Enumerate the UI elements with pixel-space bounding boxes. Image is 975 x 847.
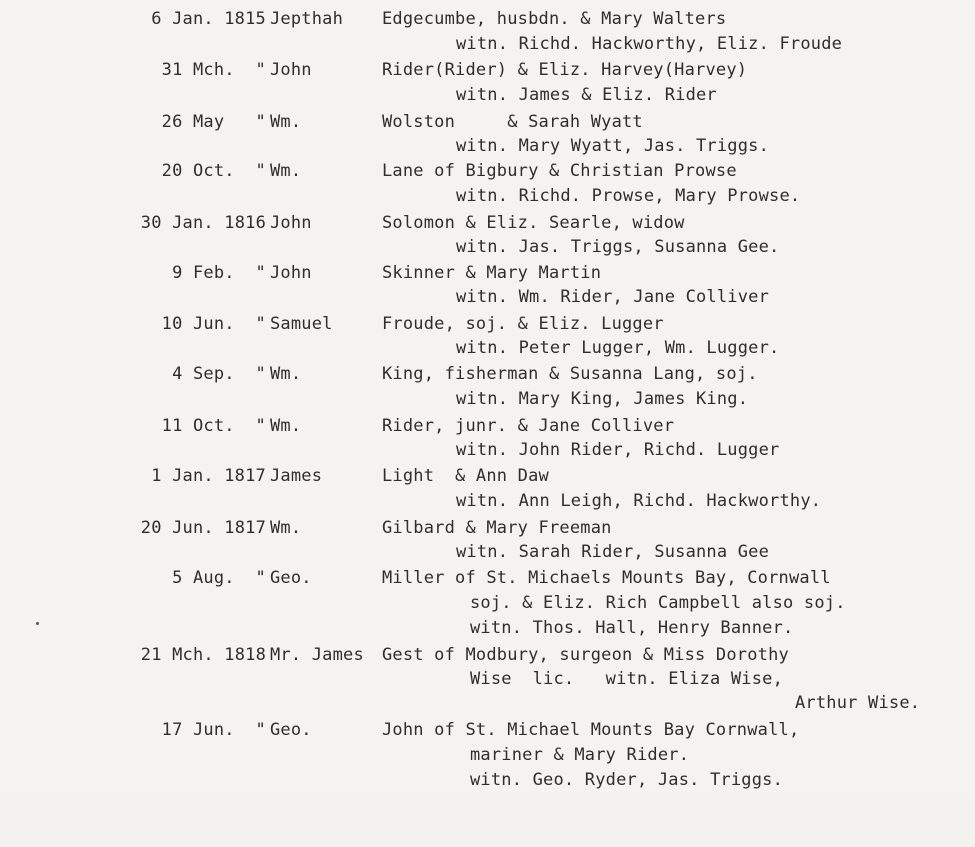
- witness-line: witn. Peter Lugger, Wm. Lugger.: [456, 338, 780, 358]
- entry-line: [0, 260, 975, 286]
- entry-continuation: [0, 31, 975, 57]
- entry-date: 21 Mch. 1818: [140, 645, 266, 665]
- witness-line: witn. Mary Wyatt, Jas. Triggs.: [456, 136, 770, 156]
- entry-continuation: [0, 82, 975, 108]
- entry-date: 6 Jan. 1815: [151, 9, 266, 29]
- entry-date: 4 Sep. ": [172, 364, 266, 384]
- entry-details: Rider(Rider) & Eliz. Harvey(Harvey): [382, 60, 748, 80]
- entry-date: 17 Jun. ": [161, 720, 266, 740]
- entry-details: Lane of Bigbury & Christian Prowse: [382, 161, 737, 181]
- entry-continuation: [0, 767, 975, 793]
- witness-line: witn. Mary King, James King.: [456, 389, 749, 409]
- entry-first-name: Wm.: [270, 364, 302, 384]
- continuation-line: soj. & Eliz. Rich Campbell also soj.: [470, 593, 846, 613]
- entry-continuation: [0, 666, 975, 692]
- entry-continuation: [0, 488, 975, 514]
- entry-line: [0, 565, 975, 591]
- entry-line: [0, 311, 975, 337]
- entry-first-name: John: [270, 60, 312, 80]
- witness-line: witn. Geo. Ryder, Jas. Triggs.: [470, 770, 784, 790]
- entry-details: John of St. Michael Mounts Bay Cornwall,: [382, 720, 800, 740]
- entry-details: Miller of St. Michaels Mounts Bay, Cornwall: [382, 568, 831, 588]
- entry-date: 30 Jan. 1816: [140, 213, 266, 233]
- entry-continuation: [0, 133, 975, 159]
- entry-line: [0, 642, 975, 668]
- witness-line: witn. James & Eliz. Rider: [456, 85, 717, 105]
- entry-continuation: [0, 539, 975, 565]
- continuation-line: Wise lic. witn. Eliza Wise,: [470, 669, 784, 689]
- witness-line: witn. Ann Leigh, Richd. Hackworthy.: [456, 491, 822, 511]
- entry-continuation: [0, 437, 975, 463]
- entry-date: 11 Oct. ": [161, 416, 266, 436]
- entry-continuation: [0, 742, 975, 768]
- entry-continuation: [0, 335, 975, 361]
- entry-line: [0, 717, 975, 743]
- entry-continuation: [0, 234, 975, 260]
- entry-line: [0, 361, 975, 387]
- entry-first-name: Wm.: [270, 161, 302, 181]
- witness-line: witn. Wm. Rider, Jane Colliver: [456, 287, 770, 307]
- entry-date: 1 Jan. 1817: [151, 466, 266, 486]
- entry-first-name: Samuel: [270, 314, 333, 334]
- entry-first-name: Wm.: [270, 416, 302, 436]
- entry-date: 26 May ": [161, 112, 266, 132]
- entry-line: [0, 6, 975, 32]
- entry-first-name: James: [270, 466, 323, 486]
- entry-continuation: [0, 183, 975, 209]
- entry-first-name: Wm.: [270, 112, 302, 132]
- witness-line: witn. Jas. Triggs, Susanna Gee.: [456, 237, 780, 257]
- entry-continuation: [0, 590, 975, 616]
- entry-continuation: [0, 615, 975, 641]
- entry-first-name: John: [270, 263, 312, 283]
- ink-speck: [36, 622, 39, 625]
- entry-first-name: Geo.: [270, 720, 312, 740]
- entry-details: Gest of Modbury, surgeon & Miss Dorothy: [382, 645, 789, 665]
- entry-details: Solomon & Eliz. Searle, widow: [382, 213, 685, 233]
- witness-line: Arthur Wise.: [795, 693, 921, 713]
- entry-details: Edgecumbe, husbdn. & Mary Walters: [382, 9, 727, 29]
- entry-details: Rider, junr. & Jane Colliver: [382, 416, 675, 436]
- entry-continuation: [0, 386, 975, 412]
- entry-details: Wolston & Sarah Wyatt: [382, 112, 643, 132]
- entry-first-name: Geo.: [270, 568, 312, 588]
- entry-details: Light & Ann Daw: [382, 466, 549, 486]
- entry-date: 10 Jun. ": [161, 314, 266, 334]
- entry-line: [0, 515, 975, 541]
- entry-first-name: Mr. James: [270, 645, 364, 665]
- entry-first-name: John: [270, 213, 312, 233]
- entry-line: [0, 158, 975, 184]
- entry-line: [0, 463, 975, 489]
- witness-line: witn. Sarah Rider, Susanna Gee: [456, 542, 770, 562]
- entry-date: 20 Jun. 1817: [140, 518, 266, 538]
- entry-first-name: Wm.: [270, 518, 302, 538]
- entry-date: 20 Oct. ": [161, 161, 266, 181]
- entry-continuation: [0, 284, 975, 310]
- entry-first-name: Jepthah: [270, 9, 344, 29]
- entry-details: Skinner & Mary Martin: [382, 263, 602, 283]
- witness-line: witn. Richd. Prowse, Mary Prowse.: [456, 186, 801, 206]
- witness-line: witn. John Rider, Richd. Lugger: [456, 440, 780, 460]
- entry-details: Gilbard & Mary Freeman: [382, 518, 612, 538]
- witness-line: witn. Richd. Hackworthy, Eliz. Froude: [456, 34, 843, 54]
- entry-continuation: [0, 690, 975, 716]
- entry-line: [0, 109, 975, 135]
- witness-line: witn. Thos. Hall, Henry Banner.: [470, 618, 794, 638]
- entry-date: 9 Feb. ": [172, 263, 266, 283]
- entry-details: King, fisherman & Susanna Lang, soj.: [382, 364, 758, 384]
- entry-line: [0, 57, 975, 83]
- entry-date: 31 Mch. ": [161, 60, 266, 80]
- entry-line: [0, 210, 975, 236]
- continuation-line: mariner & Mary Rider.: [470, 745, 690, 765]
- entry-date: 5 Aug. ": [172, 568, 266, 588]
- entry-details: Froude, soj. & Eliz. Lugger: [382, 314, 664, 334]
- entry-line: [0, 413, 975, 439]
